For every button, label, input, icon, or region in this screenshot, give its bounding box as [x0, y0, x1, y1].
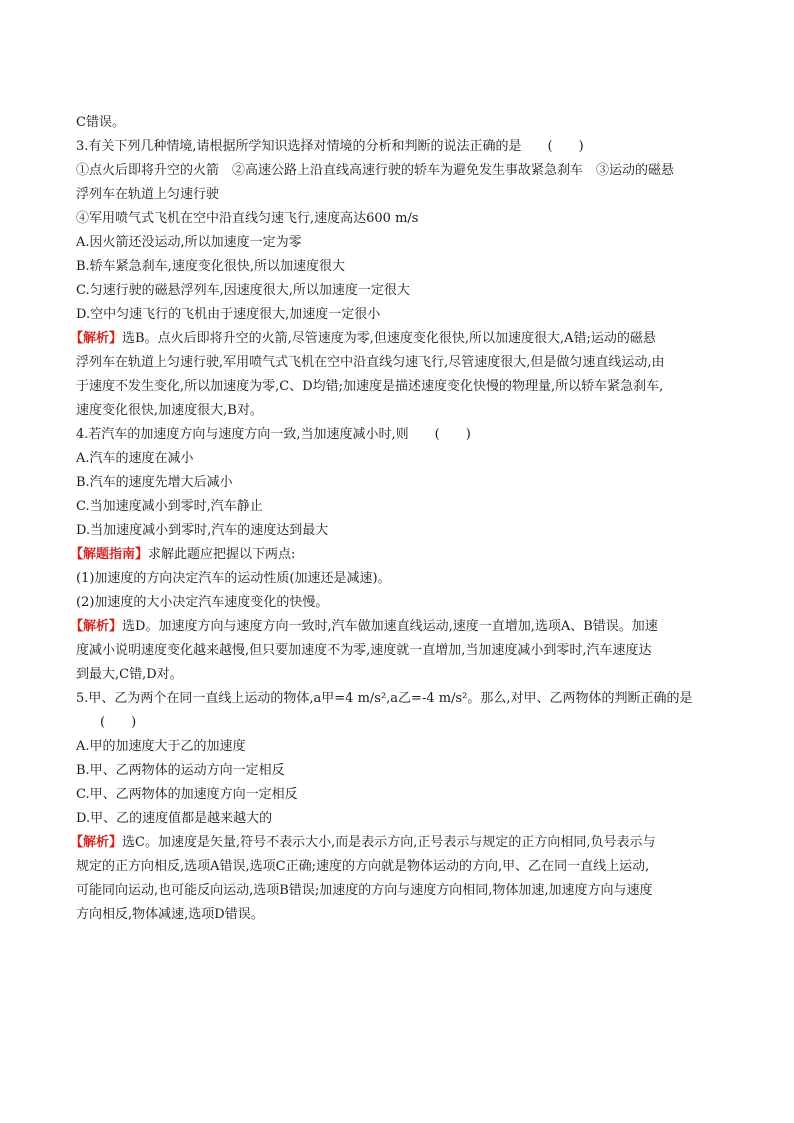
analysis-line: [70, 327, 726, 351]
text-line: [76, 423, 726, 447]
line-text: 选B。点火后即将升空的火箭,尽管速度为零,但速度变化很快,所以加速度很大,A错;运动的磁悬: [122, 331, 656, 346]
text-line: [76, 639, 726, 663]
line-text: 浮列车在轨道上匀速行驶: [76, 187, 220, 202]
text-line: [76, 303, 726, 327]
document-page: [70, 111, 726, 927]
line-text: ①点火后即将升空的火箭 ②高速公路上沿直线高速行驶的轿车为避免发生事故紧急刹车 ③运动的磁悬: [76, 163, 675, 178]
text-line: [76, 255, 726, 279]
text-line: [76, 567, 726, 591]
line-text: ( ): [100, 715, 137, 730]
line-text: D.当加速度减小到零时,汽车的速度达到最大: [76, 523, 329, 538]
line-text: (2)加速度的大小决定汽车速度变化的快慢。: [76, 595, 329, 610]
text-line: [76, 351, 726, 375]
section-tag: 【解析】: [70, 835, 123, 850]
line-text: A.甲的加速度大于乙的加速度: [76, 739, 246, 754]
line-text: C.匀速行驶的磁悬浮列车,因速度很大,所以加速度一定很大: [76, 283, 410, 298]
text-line: [76, 399, 726, 423]
text-line: [76, 735, 726, 759]
text-line: [76, 903, 726, 927]
line-text: D.甲、乙的速度值都是越来越大的: [76, 811, 273, 826]
line-text: 4.若汽车的加速度方向与速度方向一致,当加速度减小时,则 ( ): [76, 427, 471, 442]
text-line: [76, 159, 726, 183]
section-tag: 【解题指南】: [70, 547, 149, 562]
text-line: [76, 375, 726, 399]
line-text: C.甲、乙两物体的加速度方向一定相反: [76, 787, 298, 802]
line-text: 选D。加速度方向与速度方向一致时,汽车做加速直线运动,速度一直增加,选项A、B错误。加速: [122, 619, 658, 634]
line-text: ④军用喷气式飞机在空中沿直线匀速飞行,速度高达600 m/s: [76, 211, 419, 226]
analysis-line: [70, 831, 726, 855]
line-text: D.空中匀速飞行的飞机由于速度很大,加速度一定很小: [76, 307, 381, 322]
line-text: 方向相反,物体减速,选项D错误。: [76, 907, 264, 922]
line-text: 速度变化很快,加速度很大,B对。: [76, 403, 263, 418]
text-line: [76, 663, 726, 687]
text-line: [76, 783, 726, 807]
text-line: [76, 687, 726, 711]
line-text: C错误。: [76, 115, 125, 130]
analysis-line: [70, 615, 726, 639]
section-tag: 【解析】: [70, 619, 123, 634]
line-text: A.因火箭还没运动,所以加速度一定为零: [76, 235, 302, 250]
text-line: [76, 471, 726, 495]
text-line: [76, 807, 726, 831]
line-text: B.甲、乙两物体的运动方向一定相反: [76, 763, 285, 778]
text-line: [76, 495, 726, 519]
text-line: [76, 111, 726, 135]
text-line: [76, 879, 726, 903]
line-text: A.汽车的速度在减小: [76, 451, 194, 466]
line-text: B.轿车紧急刹车,速度变化很快,所以加速度很大: [76, 259, 345, 274]
text-line: [76, 183, 726, 207]
section-tag: 【解析】: [70, 331, 123, 346]
text-line: [76, 759, 726, 783]
line-text: (1)加速度的方向决定汽车的运动性质(加速还是减速)。: [76, 571, 391, 586]
line-text: 选C。加速度是矢量,符号不表示大小,而是表示方向,正号表示与规定的正方向相同,负号表示与: [122, 835, 656, 850]
line-text: B.汽车的速度先增大后减小: [76, 475, 233, 490]
line-text: 5.甲、乙为两个在同一直线上运动的物体,a甲=4 m/s²,a乙=-4 m/s²。那么,对甲、乙两物体的判断正确的是: [76, 691, 693, 706]
line-text: 到最大,C错,D对。: [76, 667, 183, 682]
text-line: [76, 855, 726, 879]
line-text: C.当加速度减小到零时,汽车静止: [76, 499, 263, 514]
text-line: [76, 519, 726, 543]
line-text: 规定的正方向相反,选项A错误,选项C正确;速度的方向就是物体运动的方向,甲、乙在同一直线上运动,: [76, 859, 650, 874]
text-line: [76, 711, 726, 735]
text-line: [76, 231, 726, 255]
text-line: [76, 279, 726, 303]
text-line: [76, 447, 726, 471]
line-text: 度减小说明速度变化越来越慢,但只要加速度不为零,速度就一直增加,当加速度减小到零时,汽车速度达: [76, 643, 652, 658]
text-line: [76, 207, 726, 231]
text-line: [76, 135, 726, 159]
line-text: 求解此题应把握以下两点:: [148, 547, 296, 562]
analysis-line: [70, 543, 726, 567]
text-line: [76, 591, 726, 615]
line-text: 可能同向运动,也可能反向运动,选项B错误;加速度的方向与速度方向相同,物体加速,加速度方向与速度: [76, 883, 653, 898]
line-text: 浮列车在轨道上匀速行驶,军用喷气式飞机在空中沿直线匀速飞行,尽管速度很大,但是做匀速直线运动,由: [76, 355, 665, 370]
line-text: 3.有关下列几种情境,请根据所学知识选择对情境的分析和判断的说法正确的是 ( ): [76, 139, 584, 154]
line-text: 于速度不发生变化,所以加速度为零,C、D均错;加速度是描述速度变化快慢的物理量,所以轿车紧急刹车,: [76, 379, 664, 394]
